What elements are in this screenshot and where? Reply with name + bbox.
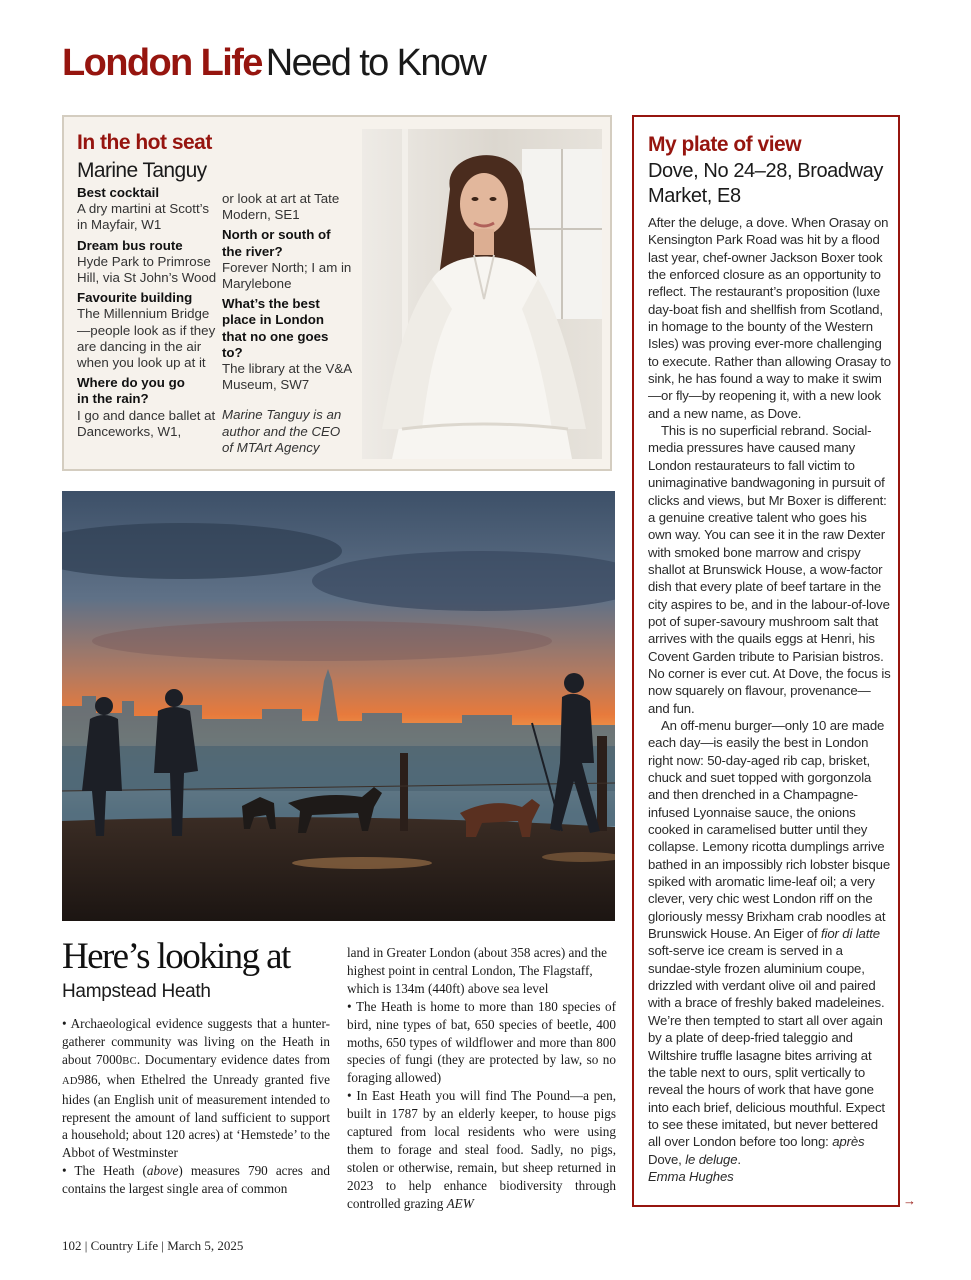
- qa-question: North or south of the river?: [222, 227, 331, 259]
- qa-question: Favourite building: [77, 290, 193, 306]
- portrait-photo: [362, 129, 602, 459]
- heath-text: • In East Heath you will find The Pound—a pen, built in 1787 by an elderly keeper, to house pigs captured from local residents who were using them to forage and steal food. Sadly, no pigs, stolen or otherwise, remain, but sheep returned in 2023 to help enhance biodiversity through controlled grazing: [347, 1088, 616, 1211]
- page-folio: 102 | Country Life | March 5, 2025: [62, 1238, 244, 1253]
- heath-paragraph-2-continued: land in Greater London (about 358 acres) and the highest point in central London, The Flagstaff, which is 134m (440ft) above sea level: [347, 945, 607, 996]
- qa-question: Dream bus route: [77, 237, 183, 253]
- hot-seat-name: Marine Tanguy: [77, 159, 207, 182]
- heath-paragraph-4: [347, 1087, 616, 1212]
- qa-question: Where do you go in the rain?: [77, 375, 185, 407]
- plate-author-name: Emma Hughes: [648, 1168, 734, 1184]
- heath-text: AD: [62, 1075, 78, 1087]
- sunset-silhouette-illustration: [62, 491, 615, 921]
- heath-paragraph-1: [62, 1015, 330, 1162]
- hot-seat-box: [62, 115, 612, 471]
- qa-question: Best cocktail: [77, 185, 160, 200]
- plate-text: .: [737, 1151, 741, 1167]
- masthead-section: Need to Know: [265, 42, 486, 84]
- plate-paragraph-1: After the deluge, a dove. When Orasay on Kensington Park Road was hit by a flood last year, chef-owner Jackson Boxer took the enforced closure as an opportunity to reflect. The restaurant’s proposition (luxe day-boat fish and shellfish from Scotland, in homage to the bounty of the Western Isles) was proving ever-more challenging to execute. Rather than allowing Orasay to sink, he has found a way to make it swim—or fly—by reopening it, with a new look and a new name, as Dove.: [648, 215, 891, 421]
- hampstead-heath-photo: [62, 491, 615, 921]
- plate-body: [648, 214, 891, 1185]
- continue-arrow-icon: →: [903, 1193, 916, 1208]
- plate-text: Dove,: [648, 1151, 686, 1167]
- plate-paragraph-2: This is no superficial rebrand. Social-media pressures have caused many London restaurateurs to fall victim to unimaginative bandwagoning in pursuit of clicks and views, but Mr Boxer is different: a genuine creative talent who goes his own way. You can see it in the raw Dexter with smoked bone marrow and crispy shallot at Brunswick House, a wow-factor dish that every plate of beef tartare in the city aspires to be, and in the labour-of-love pot of super-savoury mushroom salt that arrives with the quails eggs at Henri, his Covent Garden tribute to Parisian bistros. No corner is ever cut. At Dove, the focus is now squarely on flavour, provenance—and fun.: [648, 423, 891, 716]
- heath-text: above: [146, 1163, 179, 1179]
- heath-text: . Documentary evidence dates from: [136, 1051, 330, 1067]
- heath-text: • Archaeological evidence suggests that a hunter-gatherer community was living on the Heath in about 7000: [62, 1016, 330, 1067]
- hot-seat-credit: Marine Tanguy is an author and the CEO of MTArt Agency: [222, 407, 342, 455]
- qa-column-1: [77, 185, 217, 440]
- qa-question: What’s the best place in London that no one goes to?: [222, 296, 329, 360]
- plate-author: [648, 1168, 891, 1185]
- heath-text: • The Heath (: [62, 1163, 147, 1179]
- heath-column-1: [62, 1015, 330, 1198]
- plate-text: fior di latte: [821, 926, 880, 942]
- plate-subtitle: Dove, No 24–28, Broadway Market, E8: [648, 160, 883, 207]
- heath-paragraph-3: • The Heath is home to more than 180 species of bird, nine types of bat, 650 species of beetle, 400 moths, 650 types of wildflower and more than 800 species of fungi (they are protected by law, so no foraging allowed): [347, 998, 616, 1086]
- heath-subtitle: Hampstead Heath: [62, 981, 211, 1002]
- qa-answer: A dry martini at Scott’s in Mayfair, W1: [77, 201, 210, 233]
- hot-seat-title: In the hot seat: [77, 131, 212, 154]
- plate-text: après: [832, 1134, 865, 1150]
- qa-column-2: [222, 191, 362, 456]
- heath-column-2: [347, 944, 616, 1213]
- masthead: [62, 44, 485, 82]
- heath-author-initials: AEW: [446, 1195, 474, 1211]
- masthead-brand: London Life: [62, 42, 262, 84]
- qa-answer: The library at the V&A Museum, SW7: [222, 361, 352, 393]
- qa-answer: Hyde Park to Primrose Hill, via St John’s Wood: [77, 253, 217, 286]
- plate-of-view-box: [632, 115, 900, 1207]
- heath-text: ) measures 790 acres and contains the largest single area of common: [62, 1163, 330, 1197]
- qa-answer: Forever North; I am in Marylebone: [222, 259, 352, 292]
- heath-text: 986, when Ethelred the Unready granted five hides (an English unit of measurement intended to represent the amount of land sufficient to support a household; about 120 acres) at ‘Hemstede’ to the Abbot of Westminster: [62, 1071, 330, 1161]
- plate-text: soft-serve ice cream is served in a sundae-style frozen aluminium coupe, drizzled with verdant olive oil and paired with a brace of freshly baked madeleines. We’re then tempted to start all over again by a plate of deep-fried taleggio and Wiltshire truffle lasagne bites arriving at the table next to ours, split vertically to reveal the hours of work that have gone into each brief, delicious mouthful. Expect to see these imitated, but never bettered all over London before too long:: [648, 943, 885, 1150]
- qa-answer: The Millennium Bridge—people look as if they are dancing in the air when you look up at it: [77, 306, 216, 371]
- qa-answer-continued: or look at art at Tate Modern, SE1: [222, 191, 340, 223]
- qa-answer: I go and dance ballet at Danceworks, W1,: [77, 407, 216, 439]
- portrait-illustration: [362, 129, 602, 459]
- heath-title: Here’s looking at: [62, 936, 290, 977]
- plate-paragraph-3: [648, 717, 891, 1168]
- heath-text: BC: [122, 1055, 137, 1067]
- plate-text: le deluge: [685, 1151, 738, 1167]
- plate-text: An off-menu burger—only 10 are made each day—is easily the best in London right now: 50-day-aged rib cap, brisket, chuck and suet topped with gorgonzola and then drenched in a Champagne-infused Lyonnaise sauce, the onions cooked in caramelised butter until they collapse. Lemony ricotta dumplings arrive bathed in an impossibly rich lobster bisque spiked with aromatic lime-leaf oil; a very clever, very chic west London riff on the gloriously messy Brixham crab noodles at Brunswick House. An Eiger of: [648, 717, 891, 942]
- heath-paragraph-2: [62, 1162, 330, 1198]
- plate-title: My plate of view: [648, 133, 802, 156]
